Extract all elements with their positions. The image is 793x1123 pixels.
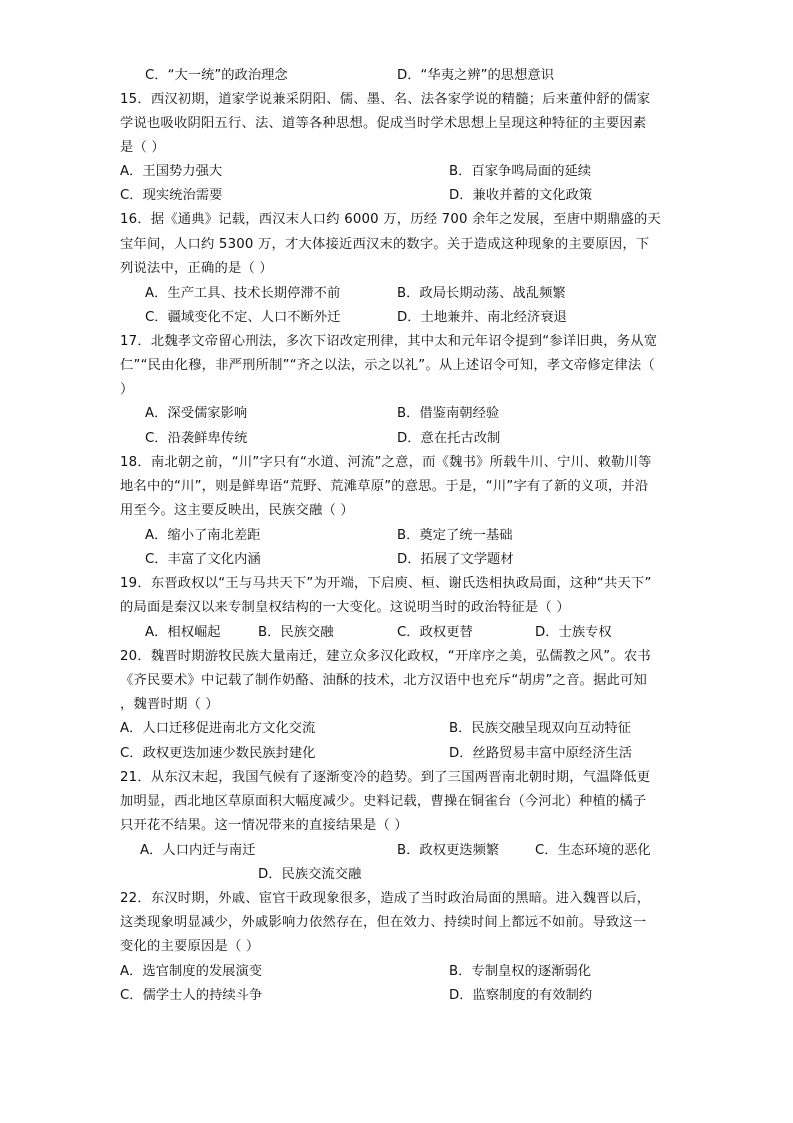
q22-option-d: D．监察制度的有效制约 bbox=[449, 988, 593, 1003]
q16-stem-line-3: 列说法中，正确的是（ ） bbox=[120, 261, 273, 276]
q16-stem-line-2: 宝年间，人口约 5300 万，才大体接近西汉末的数字。关于造成这种现象的主要原因，下 bbox=[120, 237, 650, 252]
q18-option-c: C．丰富了文化内涵 bbox=[145, 552, 261, 567]
q16-option-a: A．生产工具、技术长期停滞不前 bbox=[145, 286, 341, 301]
q15-option-d: D．兼收并蓄的文化政策 bbox=[449, 188, 593, 203]
q14-option-d: D．“华夷之辨”的思想意识 bbox=[397, 68, 554, 83]
q20-stem-line-2: 《齐民要术》中记载了制作奶酪、油酥的技术，北方汉语中也充斥“胡虏”之音。据此可知 bbox=[120, 673, 648, 688]
q18-stem-line-1: 18．南北朝之前，“川”字只有“水道、河流”之意，而《魏书》所载牛川、宁川、敕勒川等 bbox=[120, 455, 652, 470]
q21-option-c: C．生态环境的恶化 bbox=[535, 843, 651, 858]
q17-option-b: B．借鉴南朝经验 bbox=[397, 406, 500, 421]
q16-option-d: D．土地兼并、南北经济衰退 bbox=[397, 310, 567, 325]
q18-option-d: D．拓展了文学题材 bbox=[397, 552, 514, 567]
q20-option-d: D．丝路贸易丰富中原经济生活 bbox=[449, 746, 633, 761]
q19-stem-line-2: 的局面是秦汉以来专制皇权结构的一大变化。这说明当时的政治特征是（ ） bbox=[120, 600, 570, 615]
q20-option-b: B．民族交融呈现双向互动特征 bbox=[449, 721, 631, 736]
q19-option-c: C．政权更替 bbox=[397, 625, 473, 640]
q16-option-c: C．疆域变化不定、人口不断外迁 bbox=[145, 310, 341, 325]
q18-option-b: B．奠定了统一基础 bbox=[397, 528, 513, 543]
q14-option-c: C．“大一统”的政治理念 bbox=[145, 68, 288, 83]
q20-stem-line-3: ，魏晋时期（ ） bbox=[120, 697, 219, 712]
q21-option-b: B．政权更迭频繁 bbox=[397, 843, 500, 858]
q20-stem-line-1: 20．魏晋时期游牧民族大量南迁，建立众多汉化政权，“开庠序之美，弘儒教之风”。农书 bbox=[120, 649, 651, 664]
q15-option-b: B．百家争鸣局面的延续 bbox=[449, 164, 592, 179]
q15-option-c: C．现实统治需要 bbox=[120, 188, 223, 203]
q21-stem-line-1: 21．从东汉末起，我国气候有了逐渐变冷的趋势。到了三国两晋南北朝时期，气温降低更 bbox=[120, 770, 651, 785]
q21-stem-line-2: 加明显，西北地区草原面积大幅度减少。史料记载，曹操在铜雀台（今河北）种植的橘子 bbox=[120, 794, 647, 809]
q22-option-c: C．儒学士人的持续斗争 bbox=[120, 988, 263, 1003]
q16-option-b: B．政局长期动荡、战乱频繁 bbox=[397, 286, 566, 301]
q21-option-d: D．民族交流交融 bbox=[258, 867, 362, 882]
q20-option-c: C．政权更迭加速少数民族封建化 bbox=[120, 746, 316, 761]
q22-stem-line-3: 变化的主要原因是（ ） bbox=[120, 939, 260, 954]
q15-stem-line-1: 15．西汉初期，道家学说兼采阴阳、儒、墨、名、法各家学说的精髓；后来董仲舒的儒家 bbox=[120, 92, 651, 107]
q21-option-a: A．人口内迁与南迁 bbox=[140, 843, 256, 858]
q17-option-d: D．意在托古改制 bbox=[397, 431, 501, 446]
q15-option-a: A．王国势力强大 bbox=[120, 164, 223, 179]
q19-option-a: A．相权崛起 bbox=[145, 625, 221, 640]
q15-stem-line-3: 是（ ） bbox=[120, 140, 165, 155]
q19-option-b: B．民族交融 bbox=[258, 625, 334, 640]
q17-option-c: C．沿袭鲜卑传统 bbox=[145, 431, 248, 446]
q18-stem-line-2: 地名中的“川”，则是鲜卑语“荒野、荒滩草原”的意思。于是，“川”字有了新的义项，并沿 bbox=[120, 479, 649, 494]
q22-option-a: A．选官制度的发展演变 bbox=[120, 964, 263, 979]
q18-stem-line-3: 用至今。这主要反映出，民族交融（ ） bbox=[120, 503, 354, 518]
q22-option-b: B．专制皇权的逐渐弱化 bbox=[449, 964, 592, 979]
q20-option-a: A．人口迁移促进南北方文化交流 bbox=[120, 721, 316, 736]
q17-stem-line-1: 17．北魏孝文帝留心刑法，多次下诏改定刑律，其中太和元年诏令提到“参详旧典，务从宽 bbox=[120, 334, 658, 349]
q21-stem-line-3: 只开花不结果。这一情况带来的直接结果是（ ） bbox=[120, 818, 408, 833]
q22-stem-line-2: 这类现象明显减少，外戚影响力依然存在，但在效力、持续时间上都远不如前。导致这一 bbox=[120, 915, 647, 930]
q16-stem-line-1: 16．据《通典》记载，西汉末人口约 6000 万，历经 700 余年之发展，至唐中期鼎盛的天 bbox=[120, 212, 662, 227]
q18-option-a: A．缩小了南北差距 bbox=[145, 528, 261, 543]
q22-stem-line-1: 22．东汉时期，外戚、宦官干政现象很多，造成了当时政治局面的黑暗。进入魏晋以后， bbox=[120, 891, 651, 906]
q17-option-a: A．深受儒家影响 bbox=[145, 406, 248, 421]
q19-stem-line-1: 19．东晋政权以“王与马共天下”为开端，下启庾、桓、谢氏迭相执政局面，这种“共天下” bbox=[120, 576, 652, 591]
q15-stem-line-2: 学说也吸收阴阳五行、法、道等各种思想。促成当时学术思想上呈现这种特征的主要因素 bbox=[120, 116, 647, 131]
q17-stem-line-3: ） bbox=[120, 382, 134, 397]
q17-stem-line-2: 仁”“民由化穆，非严刑所制”“齐之以法，示之以礼”。从上述诏令可知，孝文帝修定律法（ bbox=[120, 358, 655, 373]
q19-option-d: D．士族专权 bbox=[535, 625, 612, 640]
